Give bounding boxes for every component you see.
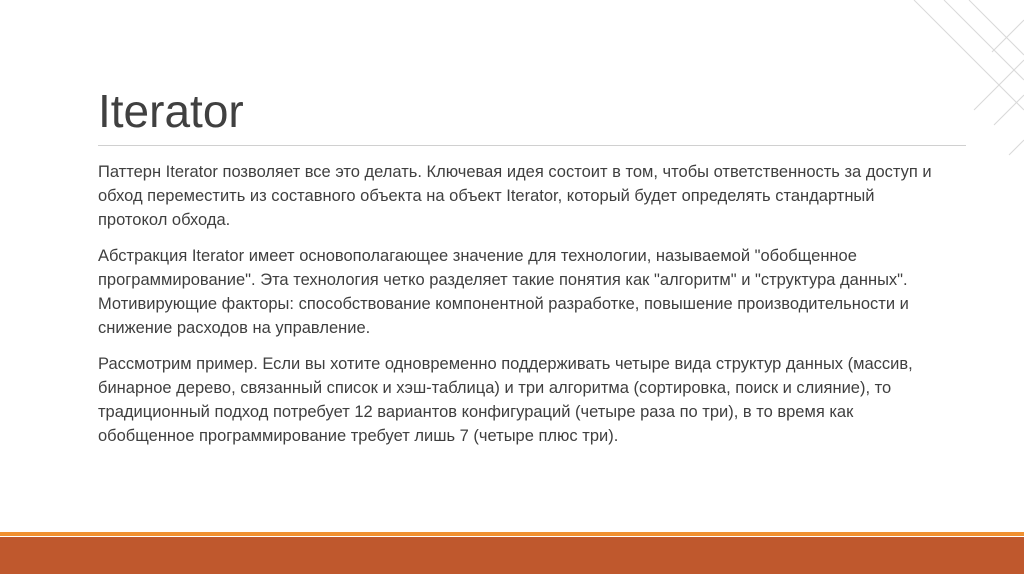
footer-accent-stripe (0, 532, 1024, 536)
slide-body (98, 160, 948, 460)
paragraph-1: Паттерн Iterator позволяет все это делать. Ключевая идея состоит в том, чтобы ответственность за доступ и обход переместить из составного объекта на объект Iterator, который будет определять стандартный протокол обхода. (98, 163, 932, 229)
title-divider (98, 145, 966, 146)
corner-line-decoration (874, 0, 1024, 160)
footer-bar (0, 537, 1024, 574)
paragraph-2: Абстракция Iterator имеет основополагающее значение для технологии, называемой "обобщенное программирование". Эта технология четко разделяет такие понятия как "алгоритм" и "структура данных". Мотивирующие факторы: способствование компонентной разработке, повышение производительности и снижение расходов на управление. (98, 247, 909, 337)
paragraph-3: Рассмотрим пример. Если вы хотите одновременно поддерживать четыре вида структур данных (массив, бинарное дерево, связанный список и хэш-таблица) и три алгоритма (сортировка, поиск и слияние), то традиционный подход потребует 12 вариантов конфигураций (четыре раза по три), в то время как обобщенное программирование требует лишь 7 (четыре плюс три). (98, 355, 913, 445)
slide-title: Iterator (98, 85, 244, 137)
